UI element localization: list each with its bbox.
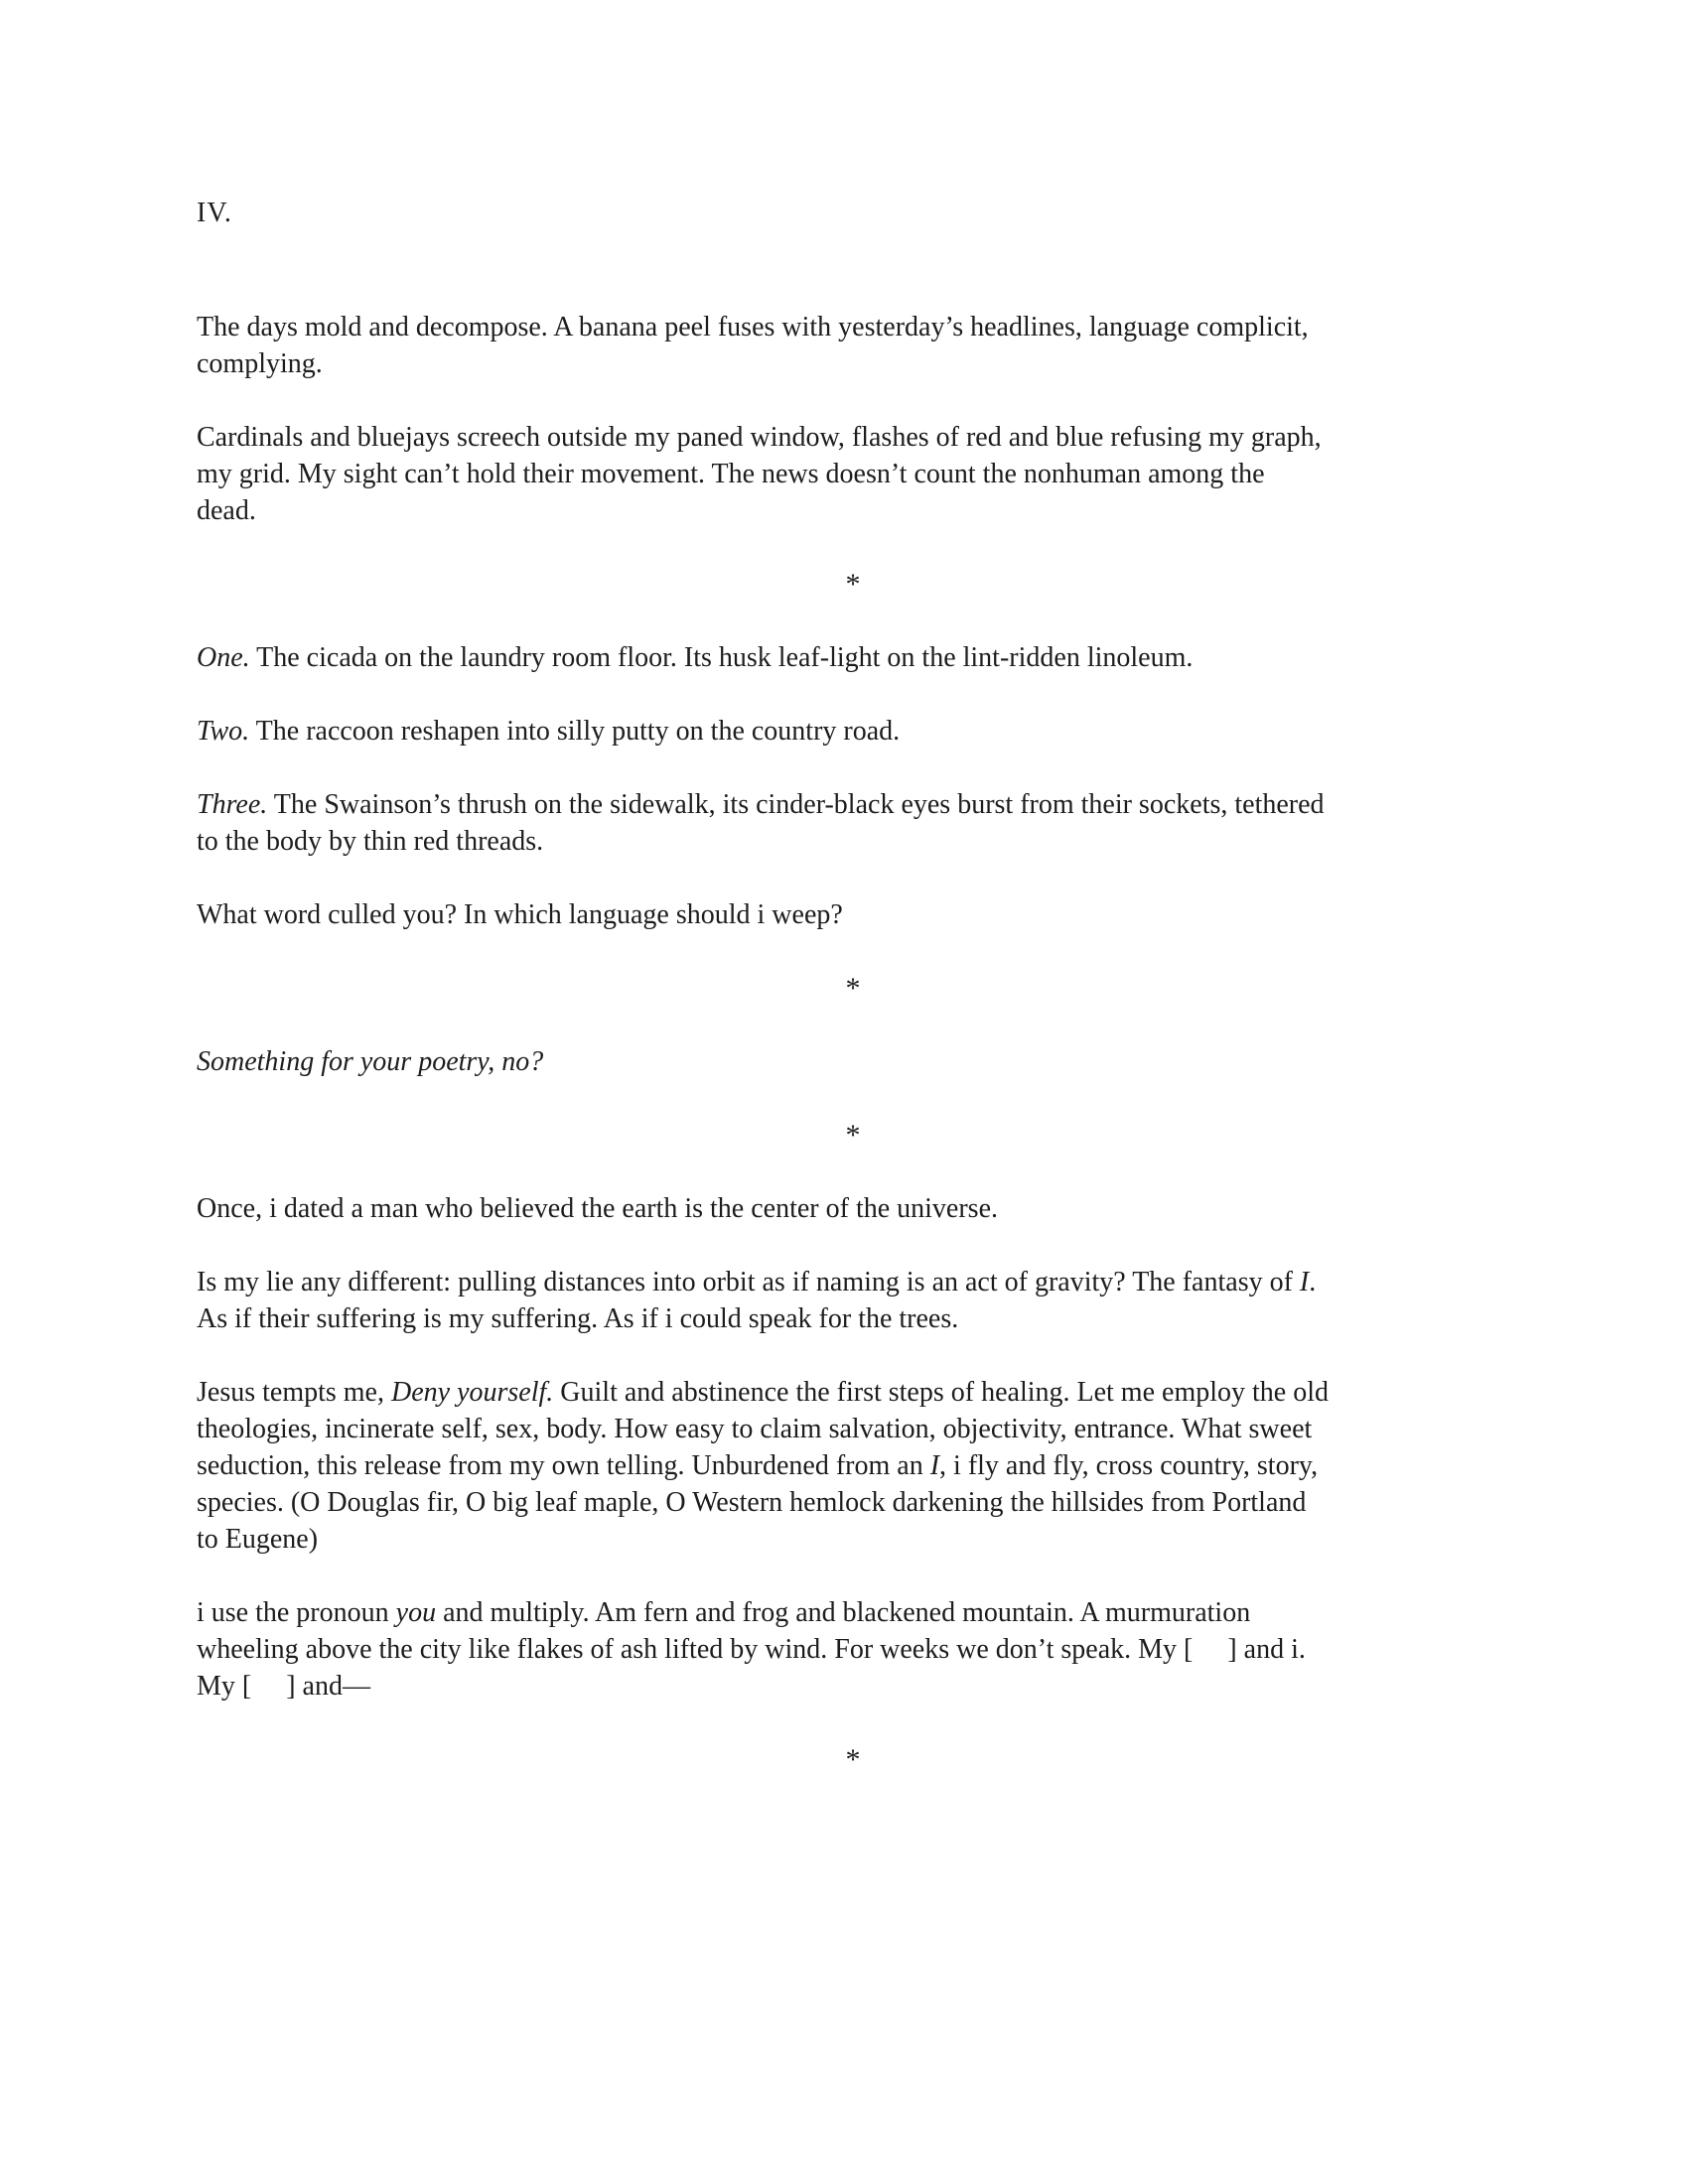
text-line: [197, 1521, 1509, 1558]
text-line: [197, 309, 1509, 345]
text-line: [197, 492, 1509, 529]
paragraph: [197, 896, 1509, 933]
text-run: and multiply. Am fern and frog and blackened mountain. A murmuration: [436, 1597, 1251, 1628]
italic-text-run: Two.: [197, 716, 250, 747]
text-line: [197, 639, 1509, 676]
text-run: What word culled you? In which language should i weep?: [197, 899, 843, 930]
italic-text-run: Three.: [197, 789, 268, 820]
text-run: Cardinals and bluejays screech outside my paned window, flashes of red and blue refusing my graph,: [197, 422, 1322, 453]
text-run: The raccoon reshapen into silly putty on the country road.: [249, 716, 901, 747]
paragraph: [197, 1264, 1509, 1337]
text-run: The cicada on the laundry room floor. Its husk leaf-light on the lint-ridden linoleum.: [249, 642, 1194, 673]
paragraph: [197, 786, 1509, 860]
text-line: [197, 1484, 1509, 1521]
italic-text-run: Something for your poetry, no?: [197, 1046, 544, 1077]
text-run: Is my lie any different: pulling distances into orbit as if naming is an act of gravity? The fantasy of: [197, 1267, 1300, 1297]
text-line: [197, 1594, 1509, 1631]
italic-text-run: I: [1299, 1267, 1310, 1297]
text-run: The Swainson’s thrush on the sidewalk, its cinder-black eyes burst from their sockets, tethered: [267, 789, 1325, 820]
text-line: [197, 1190, 1509, 1227]
text-line: [197, 786, 1509, 823]
text-run: The days mold and decompose. A banana peel fuses with yesterday’s headlines, language complicit,: [197, 312, 1309, 342]
text-line: [197, 1374, 1509, 1411]
text-run: , i fly and fly, cross country, story,: [939, 1450, 1319, 1481]
text-line: [197, 1411, 1509, 1447]
text-run: Once, i dated a man who believed the earth is the center of the universe.: [197, 1193, 999, 1224]
text-line: [197, 419, 1509, 456]
paragraph: [197, 639, 1509, 676]
section-break-asterisk: *: [845, 1119, 861, 1152]
paragraph: [197, 713, 1509, 750]
text-run: .: [1309, 1267, 1317, 1297]
section-break-asterisk: *: [845, 568, 861, 601]
text-line: [197, 713, 1509, 750]
text-run: wheeling above the city like flakes of ash lifted by wind. For weeks we don’t speak. My [ ] and i.: [197, 1634, 1306, 1665]
text-line: [197, 1447, 1509, 1484]
text-line: [197, 1264, 1509, 1300]
section-heading: IV.: [197, 198, 232, 228]
paragraph: [197, 1374, 1509, 1558]
text-run: my grid. My sight can’t hold their movement. The news doesn’t count the nonhuman among the: [197, 459, 1265, 489]
text-run: Jesus tempts me,: [197, 1377, 391, 1408]
document-body: [197, 309, 1509, 1815]
text-run: species. (O Douglas fir, O big leaf maple, O Western hemlock darkening the hillsides from Portland: [197, 1487, 1307, 1518]
text-line: [197, 823, 1509, 860]
text-line: [197, 1631, 1509, 1668]
italic-text-run: Deny yourself.: [391, 1377, 554, 1408]
section-break-asterisk: *: [845, 1743, 861, 1776]
italic-text-run: you: [395, 1597, 437, 1628]
paragraph: [197, 1594, 1509, 1705]
section-break-asterisk: *: [845, 972, 861, 1005]
italic-text-run: One.: [197, 642, 250, 673]
text-run: complying.: [197, 348, 323, 379]
text-line: [197, 1300, 1509, 1337]
paragraph: [197, 419, 1509, 529]
text-line: [197, 1668, 1509, 1705]
text-line: [197, 896, 1509, 933]
text-line: [197, 456, 1509, 492]
text-run: dead.: [197, 495, 256, 526]
text-run: to Eugene): [197, 1524, 319, 1555]
paragraph: [197, 1190, 1509, 1227]
text-line: [197, 1043, 1509, 1080]
paragraph: [197, 309, 1509, 382]
text-run: theologies, incinerate self, sex, body. How easy to claim salvation, objectivity, entrance. What sweet: [197, 1414, 1313, 1444]
text-run: i use the pronoun: [197, 1597, 396, 1628]
italic-text-run: I: [929, 1450, 940, 1481]
text-run: seduction, this release from my own telling. Unburdened from an: [197, 1450, 930, 1481]
text-line: [197, 345, 1509, 382]
text-run: My [ ] and—: [197, 1671, 370, 1702]
text-run: to the body by thin red threads.: [197, 826, 544, 857]
text-run: Guilt and abstinence the first steps of healing. Let me employ the old: [553, 1377, 1329, 1408]
paragraph: [197, 1043, 1509, 1080]
text-run: As if their suffering is my suffering. As if i could speak for the trees.: [197, 1303, 959, 1334]
